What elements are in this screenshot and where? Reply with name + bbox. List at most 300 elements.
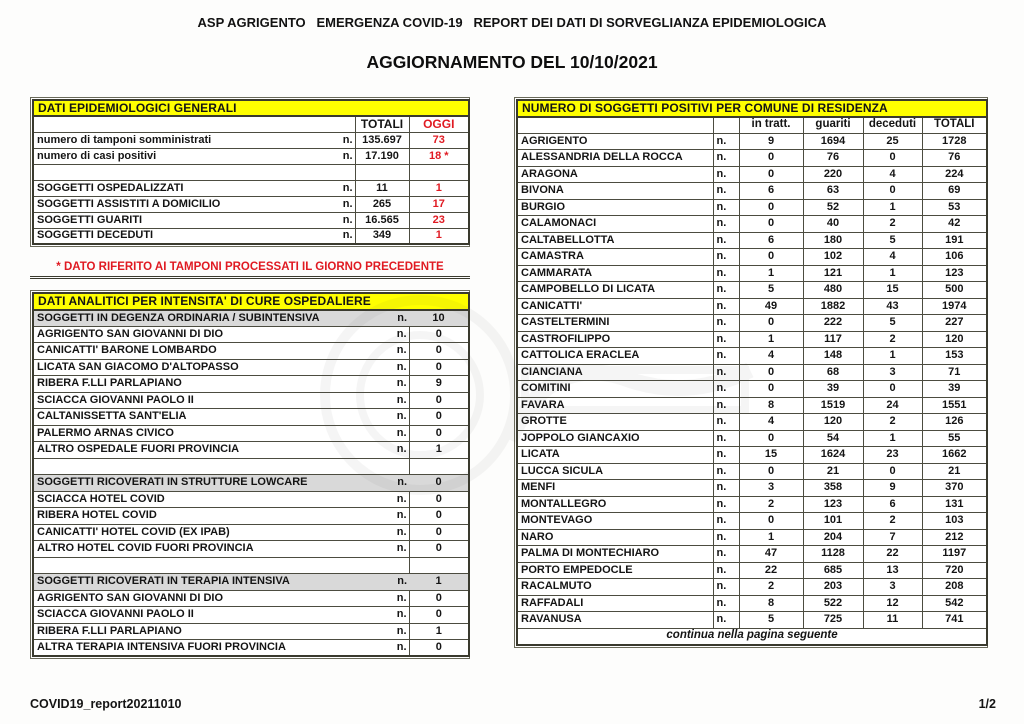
unit-cell: n. (381, 376, 409, 393)
row-label (33, 458, 381, 475)
guariti-cell: 222 (803, 315, 863, 332)
unit-cell: n. (381, 409, 409, 426)
value-cell: 0 (409, 508, 469, 525)
deceduti-cell: 2 (863, 331, 922, 348)
totali-cell: 106 (922, 249, 987, 266)
comune-label: NARO (517, 529, 713, 546)
unit-cell: n. (713, 199, 739, 216)
totali-cell: 76 (922, 150, 987, 167)
unit-cell: n. (713, 348, 739, 365)
deceduti-cell: 12 (863, 595, 922, 612)
table-row (33, 623, 469, 640)
table-row (517, 562, 987, 579)
row-label: SOGGETTI DECEDUTI (33, 228, 325, 244)
comune-label: CALAMONACI (517, 216, 713, 233)
table-row (33, 148, 469, 164)
in-tratt-cell: 0 (739, 364, 803, 381)
totali-cell: 71 (922, 364, 987, 381)
comune-label: RAVANUSA (517, 612, 713, 629)
table-row (33, 475, 469, 492)
in-tratt-cell: 0 (739, 199, 803, 216)
totali-cell: 227 (922, 315, 987, 332)
deceduti-cell: 9 (863, 480, 922, 497)
unit-cell: n. (325, 132, 355, 148)
oggi-cell (409, 164, 469, 180)
table-row (33, 310, 469, 327)
totali-cell: 131 (922, 496, 987, 513)
oggi-cell: 18 * (409, 148, 469, 164)
in-tratt-cell: 0 (739, 381, 803, 398)
totali-cell: 55 (922, 430, 987, 447)
table-row (517, 331, 987, 348)
value-cell: 0 (409, 475, 469, 492)
guariti-cell: 63 (803, 183, 863, 200)
row-label: RIBERA HOTEL COVID (33, 508, 381, 525)
comune-label: BURGIO (517, 199, 713, 216)
unit-cell: n. (713, 579, 739, 596)
row-label (33, 557, 381, 574)
general-table-header-row (33, 116, 469, 132)
guariti-cell: 522 (803, 595, 863, 612)
guariti-cell: 120 (803, 414, 863, 431)
deceduti-cell: 5 (863, 232, 922, 249)
in-tratt-cell: 0 (739, 513, 803, 530)
deceduti-cell: 0 (863, 381, 922, 398)
comune-label: CASTROFILIPPO (517, 331, 713, 348)
deceduti-cell: 4 (863, 249, 922, 266)
guariti-cell: 101 (803, 513, 863, 530)
deceduti-cell: 15 (863, 282, 922, 299)
guariti-cell: 480 (803, 282, 863, 299)
in-tratt-cell: 0 (739, 463, 803, 480)
in-tratt-cell: 6 (739, 232, 803, 249)
deceduti-cell: 5 (863, 315, 922, 332)
guariti-cell: 1624 (803, 447, 863, 464)
guariti-cell: 39 (803, 381, 863, 398)
in-tratt-cell: 47 (739, 546, 803, 563)
blank-header-cell (33, 116, 325, 132)
totali-column-header: TOTALI (355, 116, 409, 132)
in-tratt-cell: 4 (739, 414, 803, 431)
unit-cell: n. (713, 166, 739, 183)
deceduti-cell: 24 (863, 397, 922, 414)
unit-cell: n. (713, 364, 739, 381)
row-label: SOGGETTI RICOVERATI IN STRUTTURE LOWCARE (33, 475, 381, 492)
unit-cell (381, 557, 409, 574)
row-label: AGRIGENTO SAN GIOVANNI DI DIO (33, 590, 381, 607)
comune-label: PORTO EMPEDOCLE (517, 562, 713, 579)
comune-label: PALMA DI MONTECHIARO (517, 546, 713, 563)
totali-cell: 1728 (922, 133, 987, 150)
blank-header-cell (517, 117, 713, 134)
in-tratt-cell: 5 (739, 282, 803, 299)
table-row (517, 166, 987, 183)
unit-cell: n. (713, 183, 739, 200)
in-tratt-cell: 0 (739, 249, 803, 266)
table-row (33, 458, 469, 475)
table-row (33, 326, 469, 343)
row-label: RIBERA F.LLI PARLAPIANO (33, 376, 381, 393)
value-cell: 0 (409, 392, 469, 409)
deceduti-cell: 0 (863, 150, 922, 167)
in-tratt-cell: 0 (739, 166, 803, 183)
deceduti-cell: 0 (863, 463, 922, 480)
oggi-cell: 1 (409, 180, 469, 196)
in-tratt-cell: 6 (739, 183, 803, 200)
table-row (517, 298, 987, 315)
guariti-cell: 102 (803, 249, 863, 266)
totali-cell: 69 (922, 183, 987, 200)
comune-label: ALESSANDRIA DELLA ROCCA (517, 150, 713, 167)
comune-label: MENFI (517, 480, 713, 497)
table-row (33, 541, 469, 558)
table-row (33, 491, 469, 508)
deceduti-cell: 3 (863, 579, 922, 596)
deceduti-cell: 1 (863, 265, 922, 282)
guariti-cell: 123 (803, 496, 863, 513)
table-row (517, 397, 987, 414)
unit-cell: n. (381, 508, 409, 525)
hospital-table-title: DATI ANALITICI PER INTENSITA' DI CURE OSPEDALIERE (33, 293, 469, 310)
table-row (517, 216, 987, 233)
unit-cell: n. (381, 310, 409, 327)
unit-cell: n. (381, 607, 409, 624)
guariti-cell: 204 (803, 529, 863, 546)
comune-label: JOPPOLO GIANCAXIO (517, 430, 713, 447)
comuni-table-title: NUMERO DI SOGGETTI POSITIVI PER COMUNE DI RESIDENZA (517, 100, 987, 117)
guariti-cell: 76 (803, 150, 863, 167)
comune-label: COMITINI (517, 381, 713, 398)
unit-cell: n. (325, 180, 355, 196)
value-cell: 0 (409, 524, 469, 541)
comune-label: RAFFADALI (517, 595, 713, 612)
comuni-table-title-row (517, 100, 987, 117)
table-row (517, 183, 987, 200)
deceduti-cell: 2 (863, 513, 922, 530)
unit-cell: n. (381, 442, 409, 459)
totali-cell: 208 (922, 579, 987, 596)
value-cell: 10 (409, 310, 469, 327)
in-tratt-cell: 15 (739, 447, 803, 464)
continua-row (517, 628, 987, 645)
deceduti-cell: 4 (863, 166, 922, 183)
table-row (517, 447, 987, 464)
unit-cell: n. (713, 447, 739, 464)
comuni-positives-table (514, 97, 988, 648)
row-label: CALTANISSETTA SANT'ELIA (33, 409, 381, 426)
value-cell: 9 (409, 376, 469, 393)
page-title: AGGIORNAMENTO DEL 10/10/2021 (366, 52, 658, 72)
row-label: ALTRA TERAPIA INTENSIVA FUORI PROVINCIA (33, 640, 381, 657)
table-row (517, 595, 987, 612)
unit-cell: n. (713, 331, 739, 348)
unit-cell: n. (381, 541, 409, 558)
unit-cell: n. (713, 282, 739, 299)
value-cell: 0 (409, 541, 469, 558)
deceduti-cell: 3 (863, 364, 922, 381)
deceduti-cell: 13 (863, 562, 922, 579)
totali-cell: 265 (355, 196, 409, 212)
guariti-cell: 1694 (803, 133, 863, 150)
unit-cell: n. (713, 414, 739, 431)
table-row (517, 612, 987, 629)
guariti-cell: 725 (803, 612, 863, 629)
row-label: CANICATTI' HOTEL COVID (EX IPAB) (33, 524, 381, 541)
in-tratt-cell: 4 (739, 348, 803, 365)
table-row (33, 343, 469, 360)
comune-label: CAMMARATA (517, 265, 713, 282)
deceduti-cell: 2 (863, 216, 922, 233)
value-cell: 0 (409, 607, 469, 624)
guariti-cell: 21 (803, 463, 863, 480)
table-row (33, 574, 469, 591)
in-tratt-cell: 1 (739, 331, 803, 348)
table-row (33, 132, 469, 148)
table-row (33, 392, 469, 409)
guariti-cell: 1519 (803, 397, 863, 414)
totali-cell: 1662 (922, 447, 987, 464)
comune-label: BIVONA (517, 183, 713, 200)
guariti-cell: 180 (803, 232, 863, 249)
deceduti-cell: 7 (863, 529, 922, 546)
comune-label: GROTTE (517, 414, 713, 431)
unit-cell: n. (325, 212, 355, 228)
guariti-cell: 54 (803, 430, 863, 447)
unit-cell: n. (713, 480, 739, 497)
row-label: SOGGETTI ASSISTITI A DOMICILIO (33, 196, 325, 212)
value-cell: 1 (409, 442, 469, 459)
unit-cell: n. (381, 574, 409, 591)
totali-cell: 11 (355, 180, 409, 196)
guariti-cell: 1882 (803, 298, 863, 315)
in-tratt-cell: 5 (739, 612, 803, 629)
unit-cell: n. (713, 612, 739, 629)
comune-label: FAVARA (517, 397, 713, 414)
guariti-cell: 52 (803, 199, 863, 216)
unit-cell (325, 164, 355, 180)
unit-cell: n. (381, 475, 409, 492)
guariti-column-header: guariti (803, 117, 863, 134)
oggi-column-header: OGGI (409, 116, 469, 132)
totali-cell: 212 (922, 529, 987, 546)
unit-cell: n. (381, 425, 409, 442)
deceduti-cell: 43 (863, 298, 922, 315)
totali-cell (355, 164, 409, 180)
totali-cell: 349 (355, 228, 409, 244)
unit-cell: n. (381, 326, 409, 343)
table-row (517, 496, 987, 513)
unit-cell: n. (713, 232, 739, 249)
totali-cell: 53 (922, 199, 987, 216)
continua-label: continua nella pagina seguente (517, 628, 987, 645)
comuni-table-header-row (517, 117, 987, 134)
row-label: SCIACCA HOTEL COVID (33, 491, 381, 508)
totali-cell: 1974 (922, 298, 987, 315)
oggi-cell: 73 (409, 132, 469, 148)
in-tratt-cell: 0 (739, 150, 803, 167)
totali-cell: 17.190 (355, 148, 409, 164)
row-label: SCIACCA GIOVANNI PAOLO II (33, 607, 381, 624)
guariti-cell: 117 (803, 331, 863, 348)
totali-cell: 542 (922, 595, 987, 612)
comune-label: LUCCA SICULA (517, 463, 713, 480)
hospital-table-title-row (33, 293, 469, 310)
guariti-cell: 40 (803, 216, 863, 233)
unit-cell: n. (381, 623, 409, 640)
unit-cell: n. (381, 392, 409, 409)
deceduti-cell: 0 (863, 183, 922, 200)
document-filename: COVID19_report20211010 (30, 697, 182, 711)
table-row (517, 282, 987, 299)
oggi-cell: 1 (409, 228, 469, 244)
totali-cell: 1551 (922, 397, 987, 414)
table-row (33, 640, 469, 657)
row-label: AGRIGENTO SAN GIOVANNI DI DIO (33, 326, 381, 343)
unit-cell: n. (381, 359, 409, 376)
in-tratt-cell: 0 (739, 315, 803, 332)
totali-cell: 123 (922, 265, 987, 282)
unit-cell: n. (713, 397, 739, 414)
blank-header-cell (713, 117, 739, 134)
footnote: * DATO RIFERITO AI TAMPONI PROCESSATI IL GIORNO PRECEDENTE (30, 260, 470, 279)
table-row (33, 409, 469, 426)
in-tratt-cell: 2 (739, 579, 803, 596)
row-label: numero di casi positivi (33, 148, 325, 164)
oggi-cell: 17 (409, 196, 469, 212)
table-row (517, 199, 987, 216)
value-cell: 0 (409, 590, 469, 607)
unit-cell: n. (713, 216, 739, 233)
comune-label: ARAGONA (517, 166, 713, 183)
table-row (33, 164, 469, 180)
unit-cell: n. (713, 463, 739, 480)
value-cell: 0 (409, 640, 469, 657)
hospital-care-table (30, 290, 470, 659)
totali-cell: 191 (922, 232, 987, 249)
unit-cell (381, 458, 409, 475)
table-row (517, 546, 987, 563)
table-row (517, 513, 987, 530)
unit-cell: n. (381, 491, 409, 508)
deceduti-cell: 23 (863, 447, 922, 464)
deceduti-cell: 1 (863, 430, 922, 447)
row-label: ALTRO OSPEDALE FUORI PROVINCIA (33, 442, 381, 459)
deceduti-cell: 6 (863, 496, 922, 513)
comune-label: MONTALLEGRO (517, 496, 713, 513)
in-tratt-cell: 1 (739, 529, 803, 546)
unit-cell: n. (713, 430, 739, 447)
comune-label: CAMASTRA (517, 249, 713, 266)
table-row (33, 228, 469, 244)
unit-cell: n. (713, 595, 739, 612)
row-label: ALTRO HOTEL COVID FUORI PROVINCIA (33, 541, 381, 558)
totali-cell: 21 (922, 463, 987, 480)
table-row (33, 376, 469, 393)
row-label: numero di tamponi somministrati (33, 132, 325, 148)
in-tratt-cell: 0 (739, 430, 803, 447)
row-label (33, 164, 325, 180)
unit-cell: n. (325, 196, 355, 212)
guariti-cell: 1128 (803, 546, 863, 563)
table-row (517, 579, 987, 596)
unit-cell: n. (381, 640, 409, 657)
deceduti-cell: 25 (863, 133, 922, 150)
in-tratt-cell: 8 (739, 595, 803, 612)
table-row (33, 508, 469, 525)
unit-cell: n. (713, 529, 739, 546)
table-row (517, 430, 987, 447)
comune-label: CATTOLICA ERACLEA (517, 348, 713, 365)
table-row (33, 607, 469, 624)
table-row (33, 524, 469, 541)
row-label: SCIACCA GIOVANNI PAOLO II (33, 392, 381, 409)
unit-cell: n. (381, 524, 409, 541)
totali-cell: 39 (922, 381, 987, 398)
table-row (33, 180, 469, 196)
value-cell: 0 (409, 409, 469, 426)
comune-label: CALTABELLOTTA (517, 232, 713, 249)
table-row (517, 414, 987, 431)
comune-label: CANICATTI' (517, 298, 713, 315)
totali-cell: 741 (922, 612, 987, 629)
value-cell: 0 (409, 343, 469, 360)
deceduti-column-header: deceduti (863, 117, 922, 134)
general-table-title-row (33, 100, 469, 116)
table-row (33, 212, 469, 228)
guariti-cell: 358 (803, 480, 863, 497)
guariti-cell: 121 (803, 265, 863, 282)
guariti-cell: 685 (803, 562, 863, 579)
comune-label: CIANCIANA (517, 364, 713, 381)
totali-cell: 135.697 (355, 132, 409, 148)
row-label: SOGGETTI IN DEGENZA ORDINARIA / SUBINTENSIVA (33, 310, 381, 327)
deceduti-cell: 2 (863, 414, 922, 431)
row-label: SOGGETTI OSPEDALIZZATI (33, 180, 325, 196)
value-cell: 0 (409, 425, 469, 442)
totali-column-header: TOTALI (922, 117, 987, 134)
table-row (33, 425, 469, 442)
unit-cell: n. (713, 381, 739, 398)
oggi-cell: 23 (409, 212, 469, 228)
table-row (517, 150, 987, 167)
totali-cell: 120 (922, 331, 987, 348)
comune-label: LICATA (517, 447, 713, 464)
page-number: 1/2 (978, 697, 996, 711)
in-tratt-cell: 8 (739, 397, 803, 414)
unit-cell: n. (713, 298, 739, 315)
totali-cell: 224 (922, 166, 987, 183)
blank-header-cell (325, 116, 355, 132)
in-tratt-cell: 2 (739, 496, 803, 513)
in-tratt-cell: 3 (739, 480, 803, 497)
comune-label: RACALMUTO (517, 579, 713, 596)
value-cell (409, 458, 469, 475)
comune-label: CASTELTERMINI (517, 315, 713, 332)
in-tratt-cell: 1 (739, 265, 803, 282)
row-label: LICATA SAN GIACOMO D'ALTOPASSO (33, 359, 381, 376)
totali-cell: 16.565 (355, 212, 409, 228)
unit-cell: n. (713, 249, 739, 266)
unit-cell: n. (325, 148, 355, 164)
in-tratt-cell: 22 (739, 562, 803, 579)
table-row (33, 590, 469, 607)
table-row (517, 364, 987, 381)
unit-cell: n. (381, 343, 409, 360)
in-tratt-cell: 9 (739, 133, 803, 150)
general-table-title: DATI EPIDEMIOLOGICI GENERALI (33, 100, 469, 116)
table-row (517, 348, 987, 365)
comune-label: AGRIGENTO (517, 133, 713, 150)
